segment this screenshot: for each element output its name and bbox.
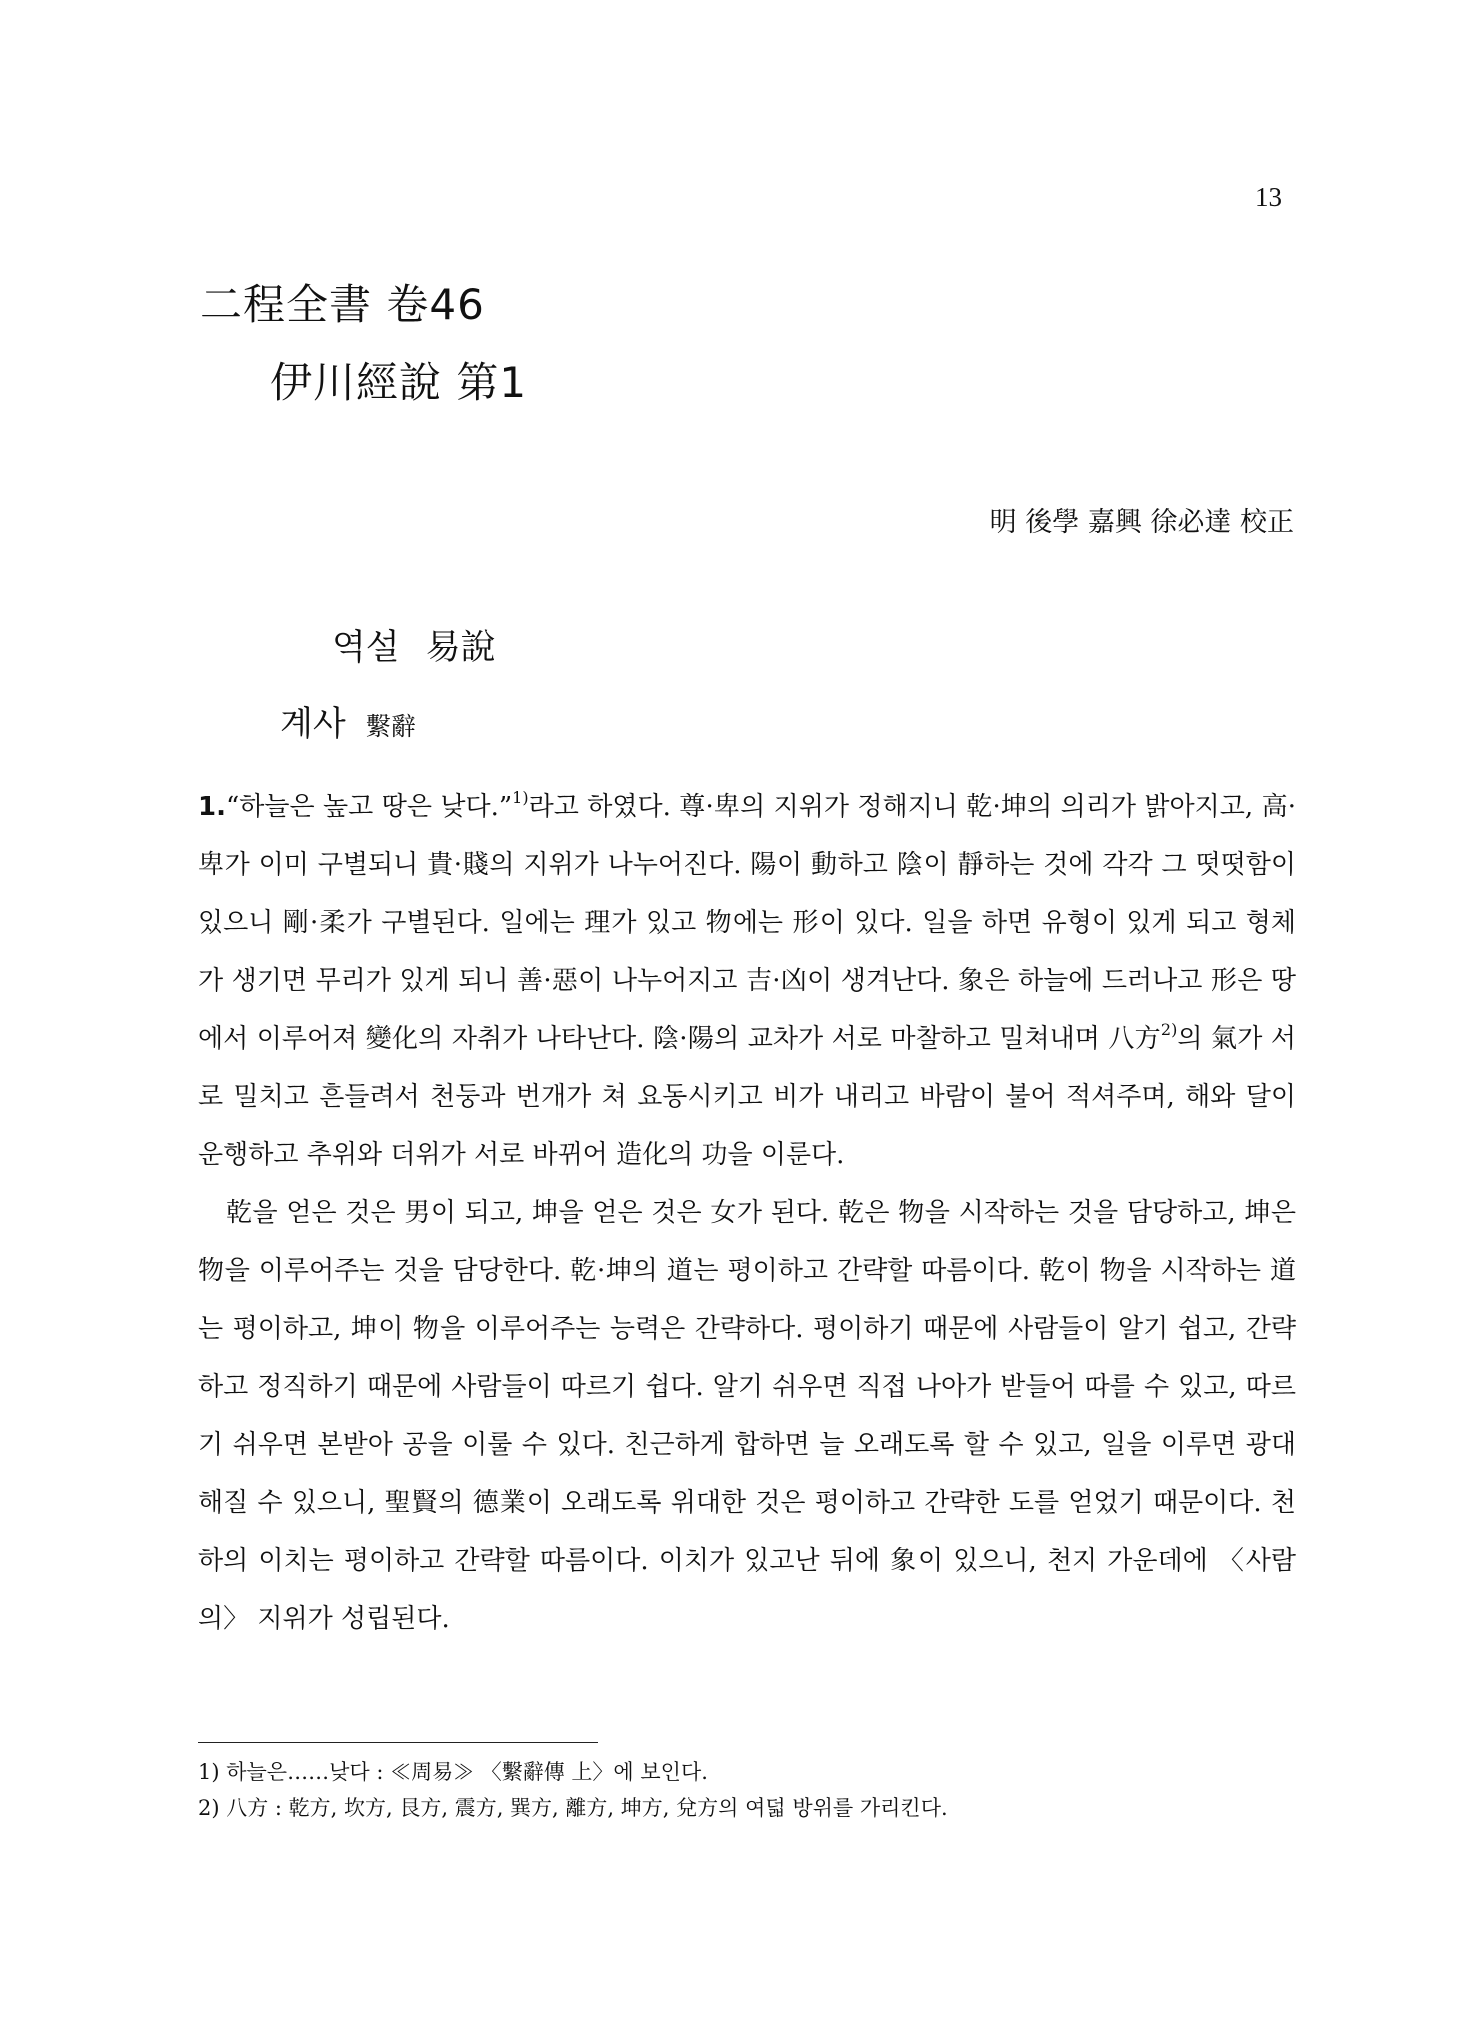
footnote-ref-1: 1) (512, 788, 529, 807)
paragraph-1-text-a: 라고 하였다. 尊·卑의 지위가 정해지니 乾·坤의 의리가 밝아지고, 高·卑가 이미 구별되니 貴·賤의 지위가 나누어진다. 陽이 動하고 陰이 靜하는 것에 각각 그 떳떳함이 있으니 剛·柔가 구별된다. 일에는 理가 있고 物에는 形이 있다. 일을 하면 유형이 있게 되고 형체가 생기면 무리가 있게 되니 善·惡이 나누어지고 吉·凶이 생겨난다. 象은 하늘에 드러나고 形은 땅에서 이루어져 變化의 자취가 나타난다. 陰·陽의 교차가 서로 마찰하고 밀쳐내며 八方 (198, 792, 1296, 1054)
subsection-heading (280, 696, 416, 745)
footnotes (198, 1754, 948, 1826)
book-title: 二程全書 卷46 (200, 280, 485, 329)
paragraph-2: 乾을 얻은 것은 男이 되고, 坤을 얻은 것은 女가 된다. 乾은 物을 시작하는 것을 담당하고, 坤은 物을 이루어주는 것을 담당한다. 乾·坤의 道는 평이하고 간략할 따름이다. 乾이 物을 시작하는 道는 평이하고, 坤이 物을 이루어주는 능력은 간략하다. 평이하기 때문에 사람들이 알기 쉽고, 간략하고 정직하기 때문에 사람들이 따르기 쉽다. 알기 쉬우면 직접 나아가 받들어 따를 수 있고, 따르기 쉬우면 본받아 공을 이룰 수 있다. 친근하게 합하면 늘 오래도록 할 수 있고, 일을 이루면 광대해질 수 있으니, 聖賢의 德業이 오래도록 위대한 것은 평이하고 간략한 도를 얻었기 때문이다. 천하의 이치는 평이하고 간략할 따름이다. 이치가 있고난 뒤에 象이 있으니, 천지 가운데에 〈사람의〉 지위가 성립된다. (198, 1198, 1296, 1634)
section-heading-hangul: 역설 (332, 628, 400, 668)
book-subtitle: 伊川經說 第1 (270, 358, 528, 407)
page-number: 13 (1255, 182, 1282, 212)
editor-credit: 明 後學 嘉興 徐必達 校正 (989, 507, 1294, 538)
footnote-1: 1) 하늘은……낮다 : ≪周易≫ 〈繫辭傳 上〉에 보인다. (198, 1760, 708, 1784)
paragraph-1 (198, 778, 1296, 1184)
section-heading-hanja: 易說 (425, 628, 496, 668)
subsection-heading-hanja: 繫辭 (365, 712, 416, 741)
section-heading (332, 620, 496, 670)
footnote-divider (198, 1742, 598, 1743)
footnote-2: 2) 八方 : 乾方, 坎方, 艮方, 震方, 巽方, 離方, 坤方, 兌方의 여덟 방위를 가리킨다. (198, 1796, 948, 1820)
subsection-heading-hangul: 계사 (280, 704, 346, 744)
paragraph-1-text-b: 의 氣가 서로 밀치고 흔들려서 천둥과 번개가 쳐 요동시키고 비가 내리고 바람이 불어 적셔주며, 해와 달이 운행하고 추위와 더위가 서로 바뀌어 造化의 功을 이룬다. (198, 1024, 1296, 1170)
paragraph-number: 1. (198, 792, 226, 822)
paragraph-1-quote: “하늘은 높고 땅은 낮다.” (225, 792, 513, 822)
footnote-ref-2: 2) (1160, 1020, 1178, 1039)
body-text (198, 778, 1296, 1648)
